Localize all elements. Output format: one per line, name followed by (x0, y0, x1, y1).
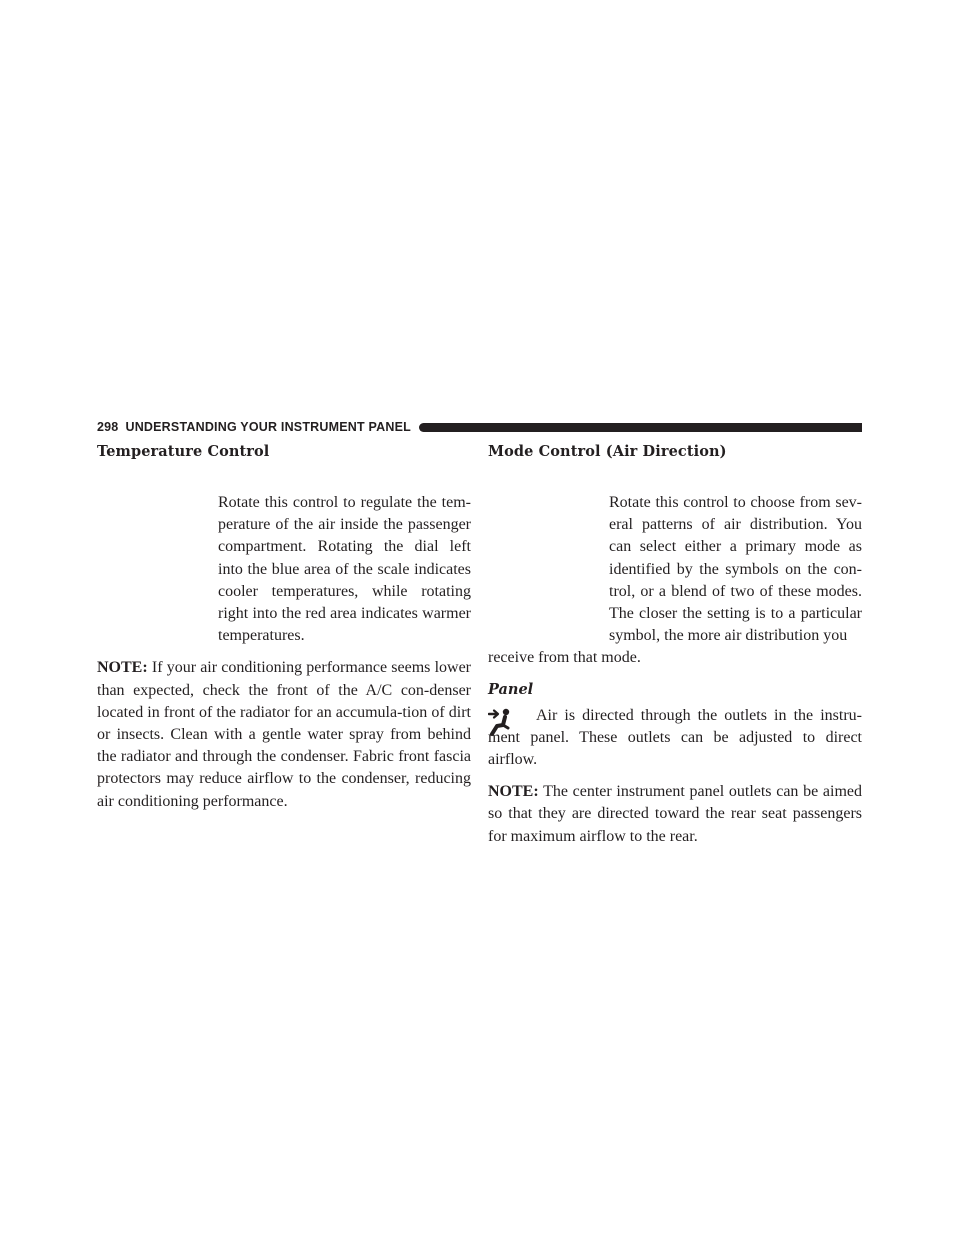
mode-control-heading: Mode Control (Air Direction) (488, 443, 727, 460)
section-title: UNDERSTANDING YOUR INSTRUMENT PANEL (125, 420, 411, 434)
page-number: 298 (97, 420, 119, 434)
temperature-note (97, 657, 471, 812)
note-text: The center instrument panel outlets can be aimed so that they are directed toward the rear seat passengers for maximum airflow to the rear. (488, 783, 862, 845)
panel-text: Air is directed through the outlets in the instru-ment panel. These outlets can be adjusted to direct airflow. (488, 706, 862, 769)
temperature-control-heading: Temperature Control (97, 443, 270, 460)
panel-paragraph (488, 705, 862, 772)
panel-airflow-icon (488, 707, 516, 737)
mode-control-body-continued: receive from that mode. (488, 649, 641, 667)
note-label: NOTE: (97, 659, 148, 677)
left-column (97, 443, 471, 813)
header-rule (419, 423, 862, 432)
note-text: If your air conditioning performance seems lower than expected, check the front of the A/C con-denser located in front of the radiator for an accumula-tion of dirt or insects. Clean with a gentle water spray from behind the radiator and through the condenser. Fabric front fascia protectors may reduce airflow to the condenser, reducing air conditioning performance. (97, 659, 472, 810)
right-column (488, 443, 862, 848)
temperature-control-body: Rotate this control to regulate the tem-perature of the air inside the passenger compartment. Rotating the dial left into the blue area of the scale indicates cooler temperatures, while rotating right into the red area indicates warmer temperatures. (218, 494, 471, 645)
page-header (97, 418, 862, 436)
mode-control-body: Rotate this control to choose from sev-eral patterns of air distribution. You can select either a primary mode as identified by the symbols on the con-trol, or a blend of two of these modes. The closer the setting is to a particular symbol, the more air distribution you (609, 494, 862, 645)
note-label: NOTE: (488, 783, 539, 801)
panel-note (488, 781, 862, 848)
panel-subheading: Panel (488, 680, 534, 698)
